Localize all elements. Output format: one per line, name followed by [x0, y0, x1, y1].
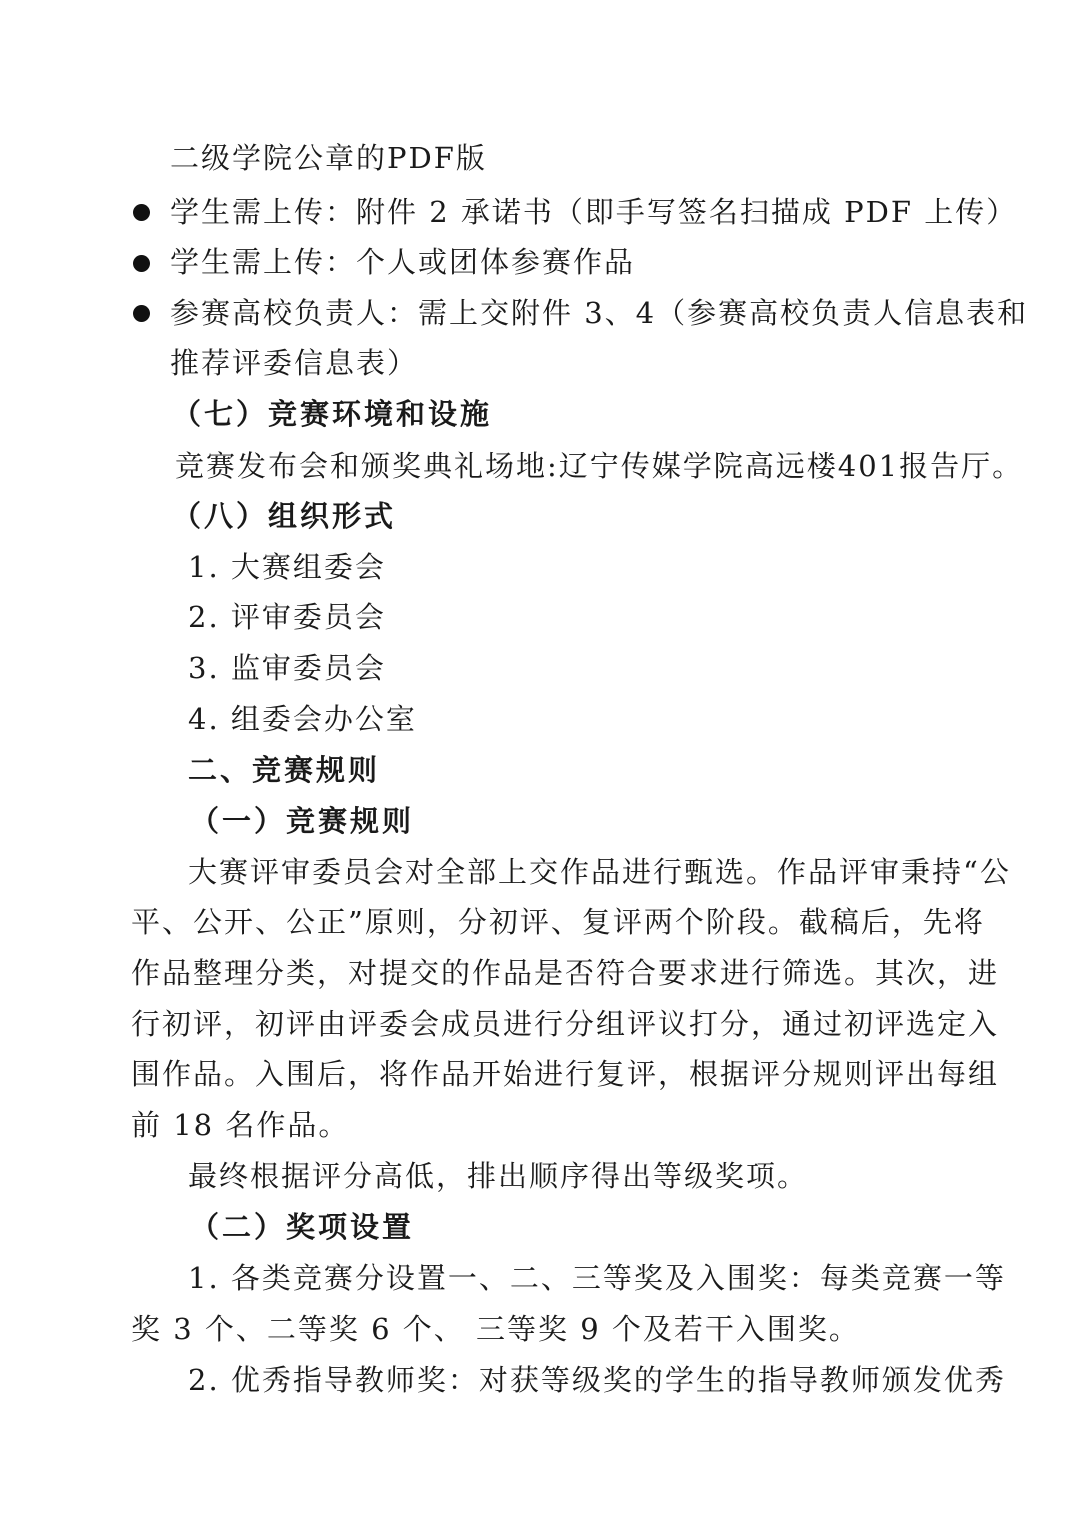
- awards-item1-line: 奖 3 个、二等奖 6 个、 三等奖 9 个及若干入围奖。: [131, 1312, 860, 1346]
- awards-item2-line: 2. 优秀指导教师奖：对获等级奖的学生的指导教师颁发优秀: [188, 1363, 1006, 1397]
- awards-item1-line: 1. 各类竞赛分设置一、二、三等奖及入围奖：每类竞赛一等: [188, 1261, 1006, 1295]
- rules-subheading: （一）竞赛规则: [190, 804, 415, 838]
- bullet-item-continuation: 推荐评委信息表）: [170, 346, 419, 380]
- bullet-icon: [133, 305, 150, 322]
- section8-heading: （八）组织形式: [172, 499, 397, 533]
- section7-heading: （七）竞赛环境和设施: [172, 397, 493, 431]
- rules-paragraph-line: 作品整理分类，对提交的作品是否符合要求进行筛选。其次，进: [131, 956, 1000, 990]
- bullet-item-school-contact: 参赛高校负责人：需上交附件 3、4（参赛高校负责人信息表和: [170, 296, 1029, 330]
- org-list-item: 1. 大赛组委会: [188, 550, 386, 584]
- intro-continuation: 二级学院公章的PDF版: [170, 141, 487, 175]
- rules-paragraph-line: 大赛评审委员会对全部上交作品进行甄选。作品评审秉持“公: [188, 855, 1011, 889]
- rules-paragraph-line: 前 18 名作品。: [131, 1108, 350, 1142]
- bullet-icon: [133, 255, 150, 272]
- org-list-item: 2. 评审委员会: [188, 600, 386, 634]
- bullet-icon: [133, 204, 150, 221]
- awards-subheading: （二）奖项设置: [190, 1210, 415, 1244]
- section7-text: 竞赛发布会和颁奖典礼场地:辽宁传媒学院高远楼401报告厅。: [175, 449, 1024, 483]
- org-list-item: 4. 组委会办公室: [188, 702, 417, 736]
- org-list-item: 3. 监审委员会: [188, 651, 386, 685]
- rules-paragraph-line: 平、公开、公正”原则，分初评、复评两个阶段。截稿后，先将: [131, 905, 985, 939]
- rules-final-line: 最终根据评分高低，排出顺序得出等级奖项。: [188, 1159, 809, 1193]
- part2-heading: 二、竞赛规则: [188, 753, 381, 787]
- rules-paragraph-line: 围作品。入围后，将作品开始进行复评，根据评分规则评出每组: [131, 1057, 1000, 1091]
- bullet-item-student-works: 学生需上传：个人或团体参赛作品: [170, 245, 636, 279]
- bullet-item-student-commitment: 学生需上传：附件 2 承诺书（即手写签名扫描成 PDF 上传）: [170, 195, 1018, 229]
- rules-paragraph-line: 行初评，初评由评委会成员进行分组评议打分，通过初评选定入: [131, 1007, 1000, 1041]
